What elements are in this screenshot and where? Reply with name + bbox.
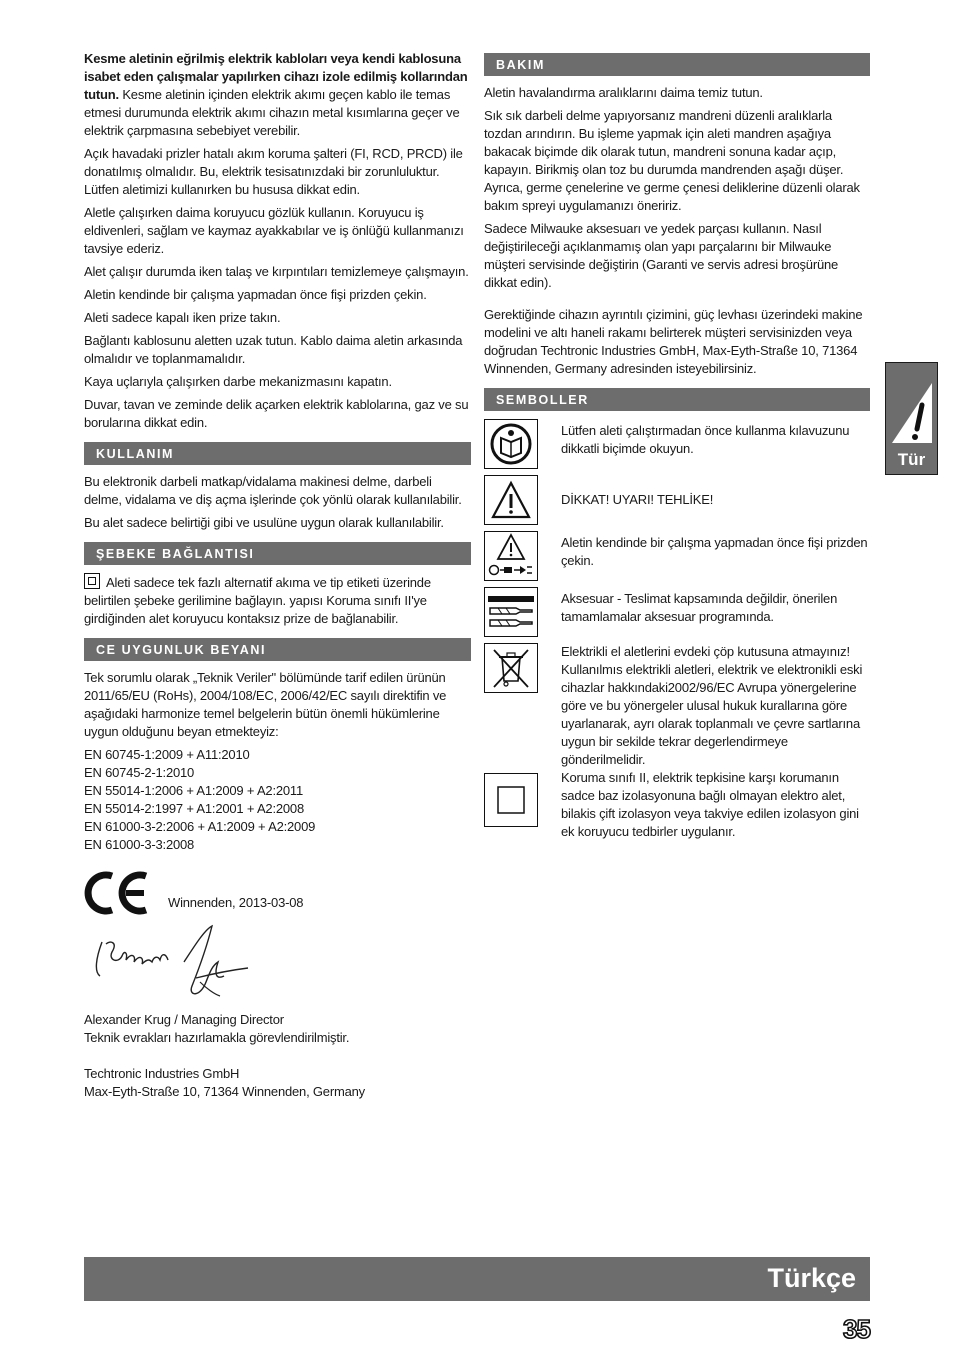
signature-image (88, 922, 258, 1002)
page-number: 35 (843, 1314, 870, 1344)
symbol-row (484, 587, 870, 637)
sebeke-paragraph (84, 573, 471, 628)
symbol-text: Aksesuar - Teslimat kapsamında değildir, önerilen tamamlamalar aksesuar programında. (561, 591, 838, 624)
safety-paragraph: Duvar, tavan ve zeminde delik açarken elektrik kablolarına, gaz ve su borularına dikkat edin. (84, 397, 469, 430)
symbol-row (484, 475, 870, 525)
language-side-tab (885, 362, 938, 475)
symbol-row (484, 531, 870, 581)
symbol-text: Koruma sınıfı II, elektrik tepkisine karşı korumanın sadce baz izolasyonuna bağlı olmayan elektro alet, bilakis çift izolasyon veya takviye edilen izolasyon gini ek koruyucu tedbirler uygulanır. (561, 770, 859, 839)
intro-paragraph (84, 50, 471, 140)
intro-rest: Kesme aletinin içinden elektrik akımı geçen kablo ile temas etmesi durumunda elektrik akımı cihazın metal kısımlarına geçer ve elektrik çarpmasına sebebiyet verebilir. (84, 87, 460, 138)
left-column (84, 50, 471, 1101)
standards-list (84, 746, 471, 854)
standard-item: EN 61000-3-3:2008 (84, 837, 195, 852)
symbol-text: DİKKAT! UYARI! TEHLİKE! (561, 492, 714, 507)
intro-bold: Kesme aletinin eğrilmiş elektrik kabloları veya kendi kablosuna isabet eden çalışmalar yapılırken cihazı izole edilmiş kollarından tutun. (84, 51, 468, 102)
signer-name: Alexander Krug / Managing Director (84, 1012, 284, 1027)
unplug-icon (484, 531, 538, 581)
safety-paragraph: Açık havadaki prizler hatalı akım koruma şalteri (FI, RCD, PRCD) ile donatılmış olmalıdır. Bu, elektrik tesisatınızdaki bir zorunluluktur. Lütfen aletimizi kullanırken bu hususa dikkat edin. (84, 146, 463, 197)
bakim-paragraph: Sık sık darbeli delme yapıyorsanız mandreni düzenli aralıklarla tozdan arındırın. Bu işleme yapmak için aleti mandren aşağıya bakacak biçimde dik olarak tutun, mandreni sonuna kadar açıp, kapayın. Birikmiş olan toz bu durumda mandrenden aşağı düşer. Ayrıca, germe çenelerine ve germe çenesi deliklerine düzenli olarak bakım spreyi uygulamanızı öneririz. (484, 108, 860, 213)
symbol-text: Lütfen aleti çalıştırmadan önce kullanma kılavuzunu dikkatli biçimde okuyun. (561, 423, 850, 456)
bakim-paragraph: Sadece Milwauke aksesuarı ve yedek parçası kullanın. Nasıl değiştirileceği açıklanmamış olan yapı parçalarını bir Milwauke müşteri servisinde değiştirin (Garanti ve servis adresi broşürüne dikkat edin). (484, 221, 839, 290)
bakim-paragraph: Aletin havalandırma aralıklarını daima temiz tutun. (484, 85, 763, 100)
kullanim-paragraph: Bu elektronik darbeli matkap/vidalama makinesi delme, darbeli delme, vidalama ve diş açma işlerinde çok yönlü olarak kullanılabilir. (84, 474, 462, 507)
right-column (484, 50, 870, 847)
symbol-row (484, 769, 870, 841)
company-address: Max-Eyth-Straße 10, 71364 Winnenden, Germany (84, 1084, 365, 1099)
bakim-paragraph: Gerektiğinde cihazın ayrıntılı çizimini, güç levhası üzerindeki makine modelini ve altı haneli rakamı belirterek müşteri servisinizden veya doğrudan Techtronic Industries GmbH, Max-Eyth-Straße 10, 71364 Winnenden, Germany adresinden isteyebilirsiniz. (484, 307, 863, 376)
safety-paragraph: Bağlantı kablosunu aletten uzak tutun. Kablo daima aletin arkasında olmalıdır ve toplanmamalıdır. (84, 333, 463, 366)
warning-icon (484, 475, 538, 525)
ce-mark-row (84, 870, 471, 916)
read-manual-icon (484, 419, 538, 469)
footer-language-label: Türkçe (767, 1263, 856, 1293)
safety-paragraph: Aleti sadece kapalı iken prize takın. (84, 310, 281, 325)
company-name: Techtronic Industries GmbH (84, 1066, 240, 1081)
class-ii-icon (484, 773, 538, 827)
standard-item: EN 55014-1:2006 + A1:2009 + A2:2011 (84, 783, 304, 798)
ce-paragraph: Tek sorumlu olarak „Teknik Veriler" bölümünde tarif edilen ürünün 2011/65/EU (RoHs), 2004/108/EC, 2006/42/EC sayılı direktifin ve aşağıdaki harmonize temel belgelerin bütün önemli hükümlerine uygun olduğunu beyan etmekteyiz: (84, 670, 447, 739)
standard-item: EN 61000-3-2:2006 + A1:2009 + A2:2009 (84, 819, 316, 834)
symbol-row (484, 419, 870, 469)
signer-role: Teknik evrakları hazırlamakla görevlendirilmiştir. (84, 1030, 350, 1045)
place-date: Winnenden, 2013-03-08 (168, 895, 304, 910)
section-header-sebeke: ŞEBEKE BAĞLANTISI (84, 542, 471, 565)
section-header-kullanim: KULLANIM (84, 442, 471, 465)
symbol-text: Elektrikli el aletlerini evdeki çöp kutusuna atmayınız! Kullanılmıs elektrikli aletleri, elektrik ve elektronikli eski cihazlar hakkındaki2002/96/EC Avrupa yönergelerine göre ve bu yönergeler ulusal hukuk kurallarına göre uyarlanarak, ayrı olarak toplanmalı ve çevre sartlarına uygun bir sekilde tekrar degerlendirmeye gönderilmelidir. (561, 644, 863, 767)
section-header-semboller: SEMBOLLER (484, 388, 870, 411)
kullanim-paragraph: Bu alet sadece belirtiği gibi ve usulüne uygun olarak kullanılabilir. (84, 515, 444, 530)
side-tab-label: Tür (897, 450, 926, 469)
standard-item: EN 55014-2:1997 + A1:2001 + A2:2008 (84, 801, 304, 816)
caution-exclamation-icon (886, 369, 937, 449)
weee-bin-icon (484, 643, 538, 693)
section-header-ce: CE UYGUNLUK BEYANI (84, 638, 471, 661)
safety-paragraph: Kaya uçlarıyla çalışırken darbe mekanizmasını kapatın. (84, 374, 392, 389)
standard-item: EN 60745-1:2009 + A11:2010 (84, 747, 250, 762)
safety-paragraph: Alet çalışır durumda iken talaş ve kırpıntıları temizlemeye çalışmayın. (84, 264, 469, 279)
symbol-row (484, 643, 870, 769)
footer-language-bar (84, 1257, 870, 1301)
ce-mark-icon (84, 870, 150, 916)
section-header-bakim: BAKIM (484, 53, 870, 76)
safety-paragraph: Aletle çalışırken daima koruyucu gözlük kullanın. Koruyucu iş eldivenleri, sağlam ve kaymaz ayakkabılar ve iş önlüğü kullanmanızı tavsiye ederiz. (84, 205, 464, 256)
symbol-text: Aletin kendinde bir çalışma yapmadan önce fişi prizden çekin. (561, 535, 868, 568)
class-ii-inline-icon (84, 573, 100, 589)
accessory-icon (484, 587, 538, 637)
standard-item: EN 60745-2-1:2010 (84, 765, 195, 780)
sebeke-text: Aleti sadece tek fazlı alternatif akıma ve tip etiketi üzerinde belirtilen şebeke gerilimine bağlayın. yapısı Koruma sınıfı II'ye girdiğinden alet koruyucu kontaksız prize de bağlanabilir. (84, 575, 431, 626)
safety-paragraph: Aletin kendinde bir çalışma yapmadan önce fişi prizden çekin. (84, 287, 427, 302)
